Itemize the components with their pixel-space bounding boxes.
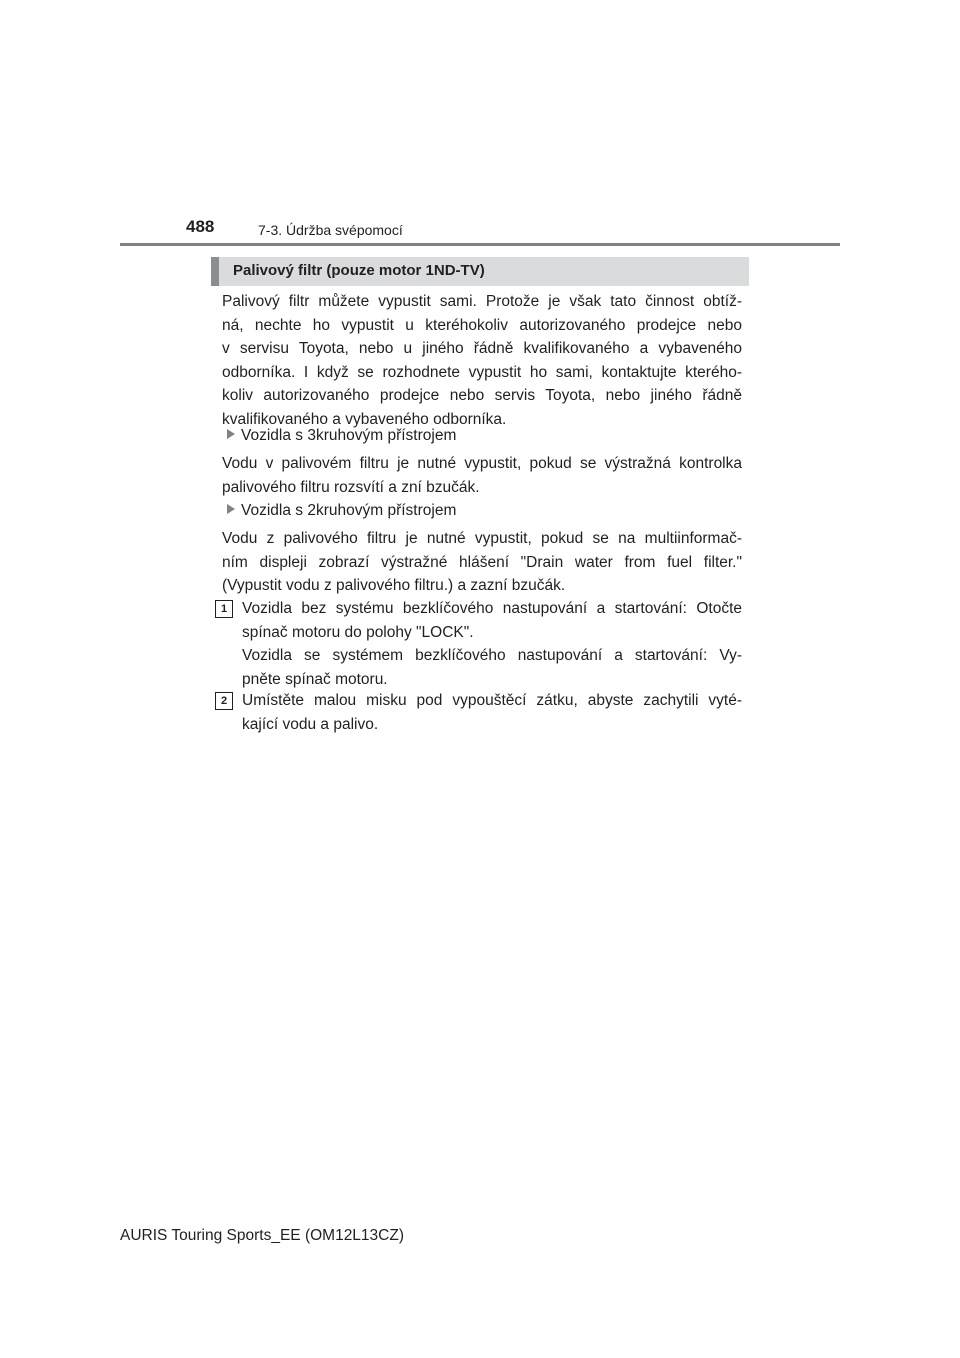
text-line: Umístěte malou misku pod vypouštěcí zátku, abyste zachytili vyté- (242, 692, 742, 709)
page-number: 488 (186, 217, 215, 236)
triangle-bullet-icon (227, 429, 235, 439)
text-line: Palivový filtr můžete vypustit sami. Protože je však tato činnost obtíž- (222, 293, 742, 310)
text-line: Vozidla se systémem bezklíčového nastupování a startování: Vy- (242, 647, 742, 664)
step-number-box: 2 (215, 692, 233, 710)
triangle-bullet-icon (227, 504, 235, 514)
variant-heading (227, 424, 456, 448)
text-line: ná, nechte ho vypustit u kteréhokoliv autorizovaného prodejce nebo (222, 316, 742, 334)
text-line: ním displeji zobrazí výstražné hlášení "Drain water from fuel filter." (222, 553, 742, 571)
text-line: Vodu v palivovém filtru je nutné vypustit, pokud se výstražná kontrolka (222, 455, 742, 472)
header-divider (120, 243, 840, 246)
variant-label: Vozidla s 2kruhovým přístrojem (241, 502, 457, 519)
page-footer: AURIS Touring Sports_EE (OM12L13CZ) (120, 1227, 404, 1244)
variant-label: Vozidla s 3kruhovým přístrojem (241, 427, 457, 444)
section-heading-bar (211, 257, 749, 286)
text-line: pněte spínač motoru. (242, 670, 388, 688)
step-number-box: 1 (215, 600, 233, 618)
variant-heading (227, 499, 456, 523)
text-line: palivového filtru rozsvítí a zní bzučák. (222, 478, 480, 496)
text-line: koliv autorizovaného prodejce nebo servis Toyota, nebo jiného řádně (222, 387, 742, 404)
section-title: 7-3. Údržba svépomocí (258, 222, 403, 238)
intro-paragraph (222, 290, 742, 431)
variant-paragraph (222, 452, 742, 499)
text-line: kající vodu a palivo. (242, 715, 379, 733)
text-line: v servisu Toyota, nebo u jiného řádně kvalifikovaného a vybaveného (222, 340, 742, 357)
step-text (242, 689, 742, 736)
text-line: kvalifikovaného a vybaveného odborníka. (222, 410, 507, 428)
text-line: odborníka. I když se rozhodnete vypustit ho sami, kontaktujte kterého- (222, 363, 742, 381)
variant-paragraph (222, 527, 742, 598)
step-text (242, 597, 742, 691)
text-line: Vodu z palivového filtru je nutné vypustit, pokud se na multiinformač- (222, 530, 742, 547)
text-line: Vozidla bez systému bezklíčového nastupování a startování: Otočte (242, 600, 742, 617)
text-line: spínač motoru do polohy "LOCK". (242, 623, 474, 641)
text-line: (Vypustit vodu z palivového filtru.) a zazní bzučák. (222, 577, 566, 594)
section-heading: Palivový filtr (pouze motor 1ND-TV) (233, 262, 485, 279)
